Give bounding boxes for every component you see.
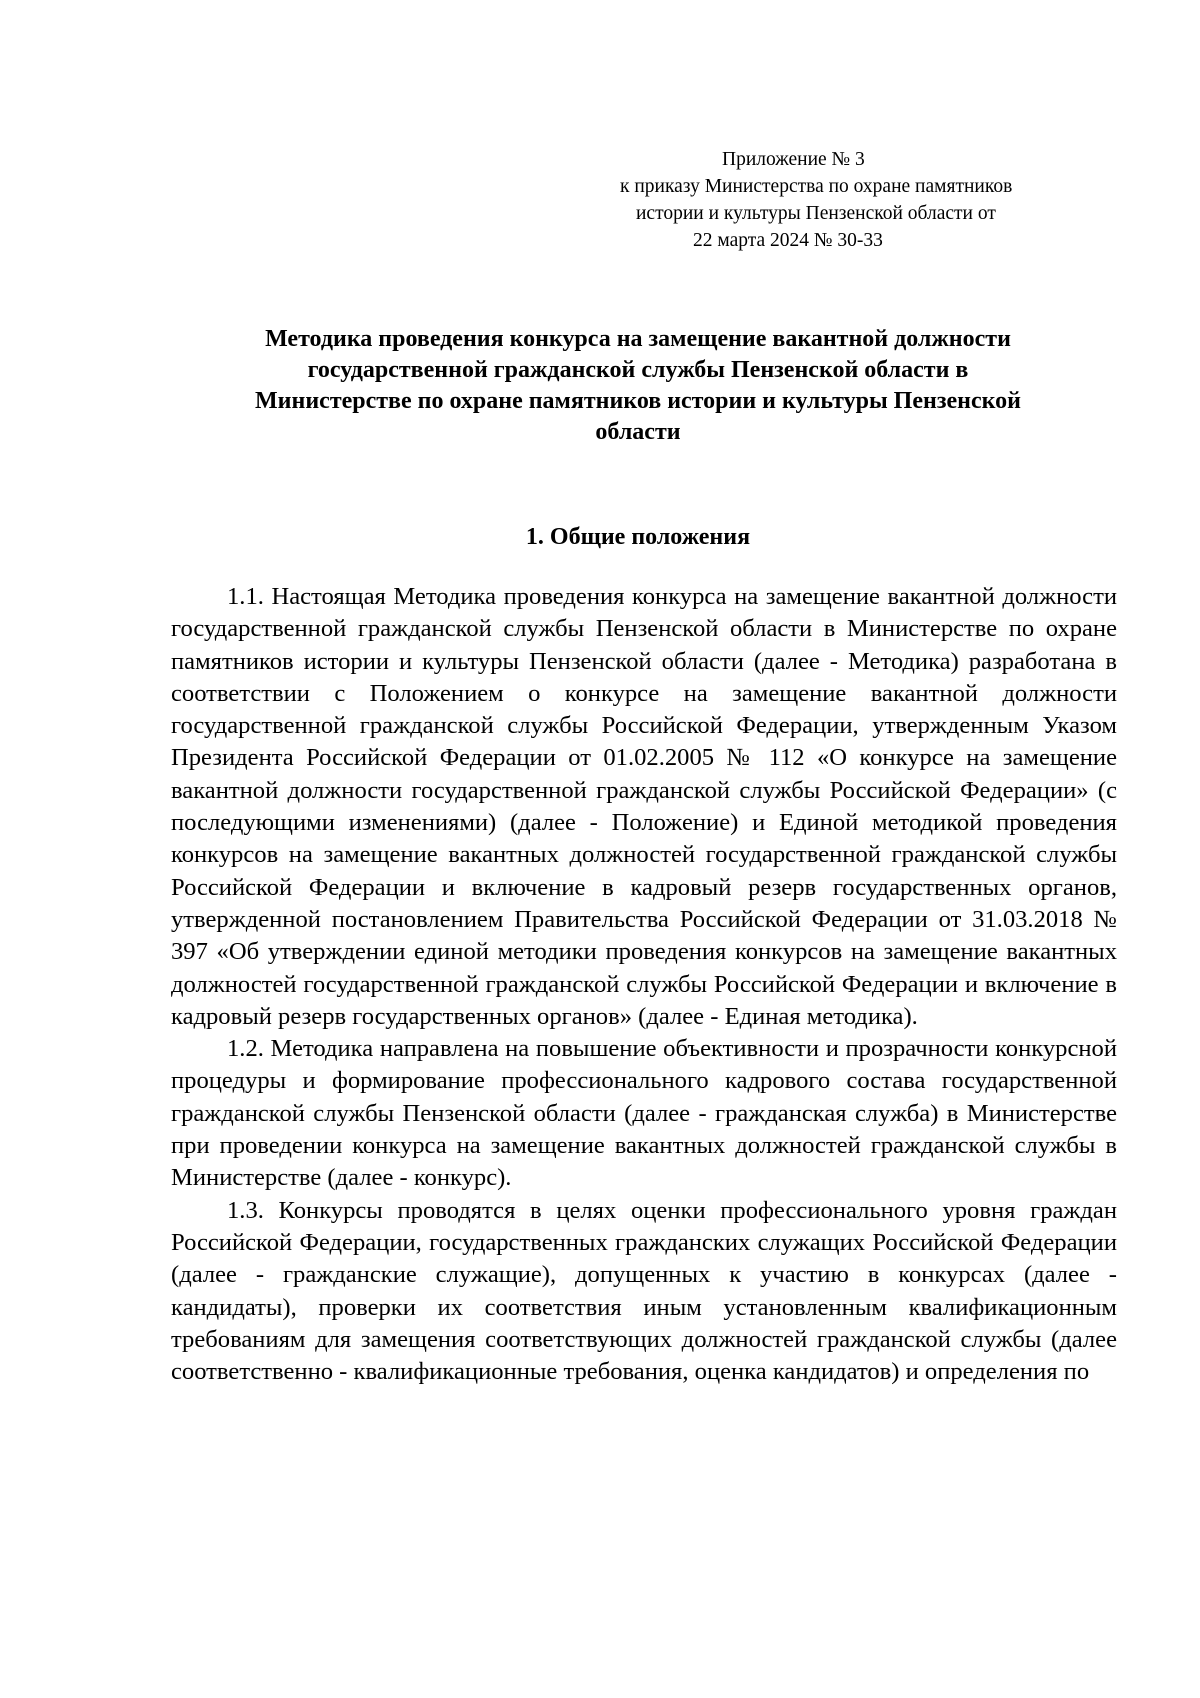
paragraph-1-1: 1.1. Настоящая Методика проведения конкурса на замещение вакантной должности государственной гражданской службы Пензенской области в Министерстве по охране памятников истории и культуры Пензенской области (далее - Методика) разработана в соответствии с Положением о конкурсе на замещение вакантной должности государственной гражданской службы Российской Федерации, утвержденным Указом Президента Российской Федерации от 01.02.2005 № 112 «О конкурсе на замещение вакантной должности государственной гражданской службы Российской Федерации» (с последующими изменениями) (далее - Положение) и Единой методикой проведения конкурсов на замещение вакантных должностей государственной гражданской службы Российской Федерации и включение в кадровый резерв государственных органов, утвержденной постановлением Правительства Российской Федерации от 31.03.2018 № 397 «Об утверждении единой методики проведения конкурсов на замещение вакантных должностей государственной гражданской службы Российской Федерации и включение в кадровый резерв государственных органов» (далее - Единая методика). bbox=[171, 583, 1117, 1030]
appendix-order-date: 22 марта 2024 № 30-33 bbox=[693, 230, 883, 251]
paragraph-1-2: 1.2. Методика направлена на повышение объективности и прозрачности конкурсной процедуры и формирование профессионального кадрового состава государственной гражданской службы Пензенской области (далее - гражданская служба) в Министерстве при проведении конкурса на замещение вакантных должностей гражданской службы в Министерстве (далее - конкурс). bbox=[171, 1035, 1117, 1192]
paragraph-1-3: 1.3. Конкурсы проводятся в целях оценки профессионального уровня граждан Российской Федерации, государственных гражданских служащих Российской Федерации (далее - гражданские служащие), допущенных к участию в конкурсах (далее - кандидаты), проверки их соответствия иным установленным квалификационным требованиям для замещения соответствующих должностей гражданской службы (далее соответственно - квалификационные требования, оценка кандидатов) и определения по bbox=[171, 1196, 1117, 1386]
title-line: государственной гражданской службы Пензенской области в bbox=[307, 357, 969, 383]
document-title bbox=[160, 324, 1116, 448]
appendix-order-line: к приказу Министерства по охране памятников bbox=[620, 176, 1013, 197]
appendix-number: Приложение № 3 bbox=[722, 149, 865, 170]
title-line: Министерстве по охране памятников истории и культуры Пензенской bbox=[255, 388, 1021, 414]
appendix-order-line: истории и культуры Пензенской области от bbox=[636, 203, 996, 224]
section-heading: 1. Общие положения bbox=[525, 524, 751, 550]
title-line: области bbox=[595, 419, 681, 445]
section-body bbox=[171, 581, 1117, 1388]
title-line: Методика проведения конкурса на замещение вакантной должности bbox=[265, 326, 1011, 352]
